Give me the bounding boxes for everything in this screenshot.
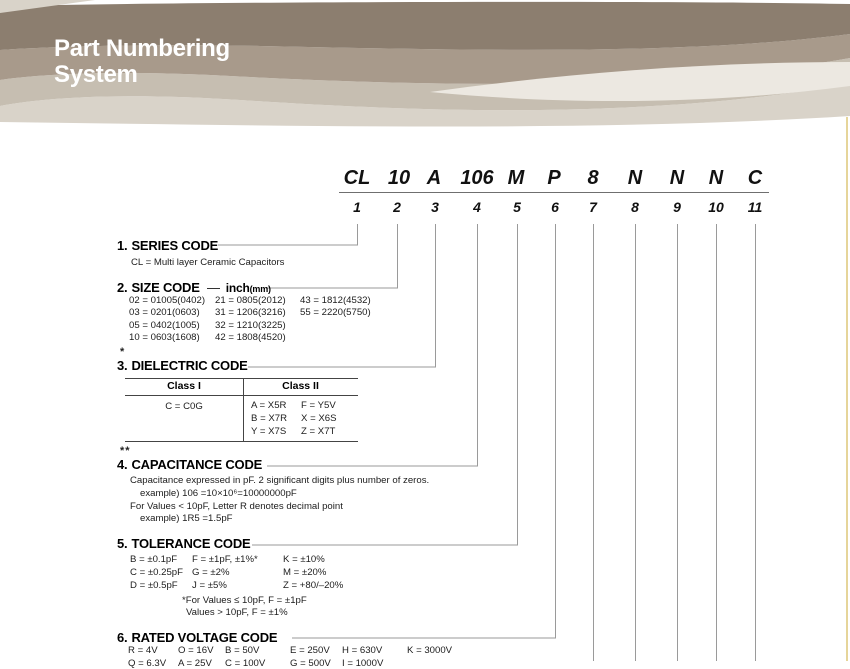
page-edge-accent: [846, 117, 848, 661]
part-code-10: N: [708, 167, 724, 189]
section-voltage-number: 6.: [117, 630, 128, 645]
section-series-title: SERIES CODE: [131, 238, 219, 253]
voltage-item: A = 25V: [178, 658, 212, 669]
class1-value: C = C0G: [165, 401, 203, 412]
tolerance-item: Z = +80/–20%: [283, 580, 344, 592]
section-size-heading: [117, 280, 271, 295]
part-code-2: 10: [387, 167, 411, 189]
section-dielectric-title: DIELECTRIC CODE: [131, 358, 248, 373]
tolerance-col1: [130, 553, 183, 593]
part-code-6: P: [547, 167, 561, 189]
part-number-underline: [339, 192, 769, 193]
dielectric-footnote-marker: *: [120, 346, 126, 358]
digit-pos-4: 4: [473, 199, 481, 215]
voltage-item: C = 100V: [225, 658, 266, 669]
page-title-line2: System: [54, 61, 138, 88]
voltage-item: H = 630V: [342, 645, 383, 656]
header-banner: [0, 0, 850, 128]
tolerance-note2: Values > 10pF, F = ±1%: [186, 607, 288, 618]
size-code-item: 03 = 0201(0603): [129, 307, 200, 319]
dielectric-table-header-row: [125, 379, 358, 396]
dielectric-item: A = X5R: [251, 400, 287, 411]
digit-pos-6: 6: [551, 199, 559, 215]
section-tolerance-number: 5.: [117, 536, 128, 551]
dielectric-item: Z = X7T: [301, 426, 336, 437]
dielectric-table: [125, 378, 358, 442]
tolerance-item: J = ±5%: [192, 580, 227, 592]
part-code-1: CL: [343, 167, 371, 189]
part-code-8: N: [627, 167, 643, 189]
size-code-item: 31 = 1206(3216): [215, 307, 286, 319]
section-dielectric-number: 3.: [117, 358, 128, 373]
section-size-number: 2.: [117, 280, 128, 295]
size-unit-inch: inch: [225, 281, 250, 295]
series-desc: CL = Multi layer Ceramic Capacitors: [131, 257, 285, 268]
tolerance-note1: *For Values ≤ 10pF, F = ±1pF: [182, 595, 307, 606]
dielectric-item: F = Y5V: [301, 400, 336, 411]
digit-pos-10: 10: [708, 199, 724, 215]
voltage-item: E = 250V: [290, 645, 330, 656]
section-capacitance-heading: [117, 457, 262, 472]
size-code-item: 02 = 01005(0402): [129, 295, 206, 306]
size-code-item: 43 = 1812(4532): [300, 295, 371, 306]
size-code-col2: [215, 295, 286, 345]
section-size-title: SIZE CODE: [131, 280, 200, 295]
section-capacitance-number: 4.: [117, 457, 128, 472]
capacitance-line3: For Values < 10pF, Letter R denotes decimal point: [130, 501, 343, 512]
section-tolerance-heading: [117, 536, 250, 551]
class2-header: Class II: [282, 380, 319, 392]
size-code-item: 10 = 0603(1608): [129, 332, 200, 344]
size-unit-mm: (mm): [249, 284, 271, 294]
section-dielectric-heading: [117, 358, 248, 373]
leader-line-2: [266, 224, 398, 288]
class2-col1: [251, 399, 287, 438]
voltage-item: K = 3000V: [407, 645, 453, 656]
dielectric-item: Y = X7S: [251, 426, 287, 437]
tolerance-item: K = ±10%: [283, 554, 325, 565]
voltage-item: I = 1000V: [342, 658, 384, 669]
digit-pos-2: 2: [393, 199, 401, 215]
tolerance-item: D = ±0.5pF: [130, 580, 178, 592]
digit-pos-9: 9: [673, 199, 681, 215]
voltage-item: Q = 6.3V: [128, 658, 167, 669]
tolerance-item: B = ±0.1pF: [130, 554, 178, 565]
capacitance-line4: example) 1R5 =1.5pF: [140, 513, 233, 524]
tolerance-col3: [283, 553, 343, 593]
part-code-3: A: [426, 167, 442, 189]
section-series-heading: [117, 238, 218, 253]
tolerance-item: F = ±1pF, ±1%*: [192, 554, 258, 565]
size-code-item: 55 = 2220(5750): [300, 307, 371, 319]
size-code-item: 21 = 0805(2012): [215, 295, 286, 306]
voltage-item: B = 50V: [225, 645, 260, 656]
capacitance-line1: Capacitance expressed in pF. 2 significant digits plus number of zeros.: [130, 475, 430, 486]
part-code-9: N: [669, 167, 685, 189]
part-code-11: C: [747, 167, 763, 189]
section-capacitance-title: CAPACITANCE CODE: [131, 457, 263, 472]
section-voltage-title: RATED VOLTAGE CODE: [131, 630, 278, 645]
size-code-item: 42 = 1808(4520): [215, 332, 286, 344]
digit-pos-8: 8: [631, 199, 639, 215]
digit-pos-11: 11: [747, 199, 763, 215]
size-code-item: 32 = 1210(3225): [215, 319, 286, 331]
part-code-5: M: [507, 167, 525, 189]
size-code-item: 05 = 0402(1005): [129, 319, 200, 331]
dielectric-table-body: [125, 396, 358, 441]
section-series-number: 1.: [117, 238, 128, 253]
voltage-item: G = 500V: [290, 658, 331, 669]
size-code-col1: [129, 295, 205, 345]
size-code-col3: [300, 295, 371, 320]
voltage-item: R = 4V: [128, 645, 158, 656]
page-title: [54, 36, 230, 88]
section-tolerance-title: TOLERANCE CODE: [131, 536, 251, 551]
digit-pos-7: 7: [589, 199, 597, 215]
tolerance-item: G = ±2%: [192, 567, 230, 579]
page-title-line1: Part Numbering: [54, 35, 230, 62]
section-voltage-heading: [117, 630, 277, 645]
tolerance-item: C = ±0.25pF: [130, 567, 183, 579]
class1-header: Class I: [167, 380, 201, 392]
class2-col2: [301, 399, 336, 438]
digit-pos-5: 5: [513, 199, 521, 215]
capacitance-line2: example) 106 =10×10⁶=10000000pF: [140, 488, 297, 499]
tolerance-col2: [192, 553, 258, 593]
tolerance-item: M = ±20%: [283, 567, 327, 579]
digit-pos-3: 3: [431, 199, 439, 215]
dash-separator: [207, 288, 220, 289]
part-code-4: 106: [460, 167, 494, 189]
dielectric-item: B = X7R: [251, 413, 287, 424]
dielectric-item: X = X6S: [301, 413, 337, 424]
voltage-item: O = 16V: [178, 645, 214, 656]
capacitance-footnote-marker: **: [120, 445, 131, 457]
leader-line-1: [218, 224, 358, 245]
part-code-7: 8: [587, 167, 599, 189]
digit-pos-1: 1: [353, 199, 361, 215]
